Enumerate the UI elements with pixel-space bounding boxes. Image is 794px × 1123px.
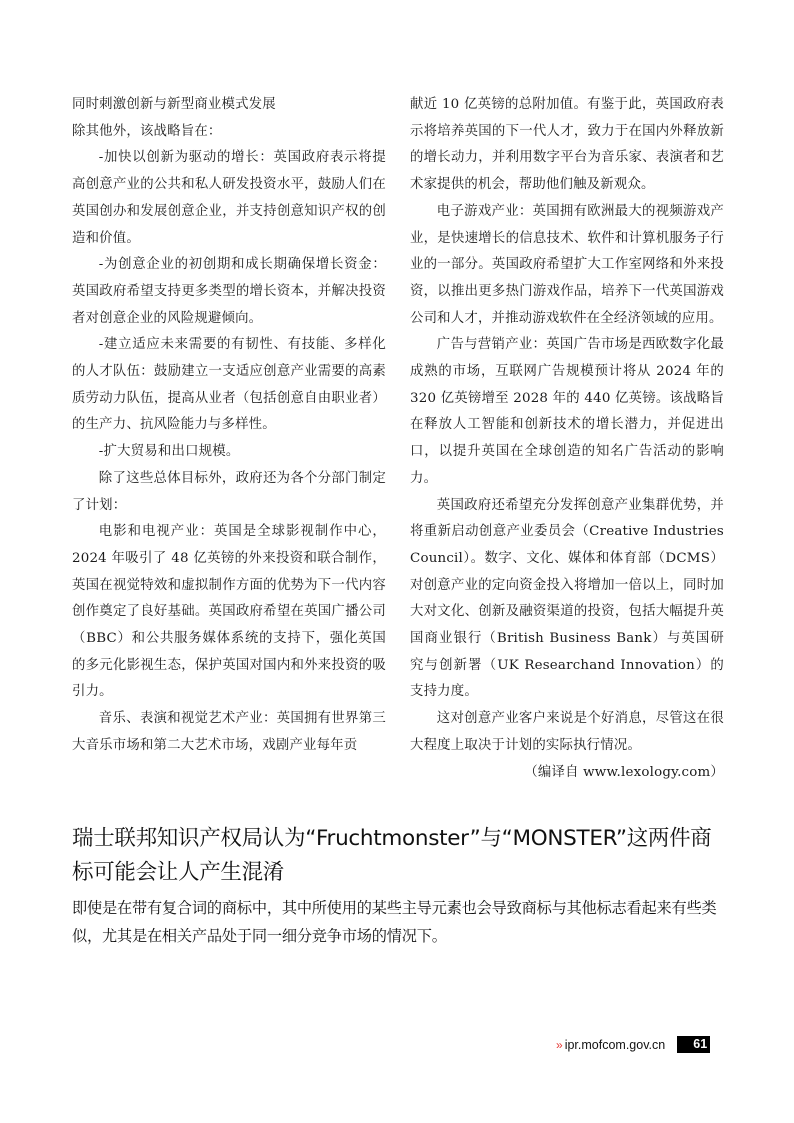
paragraph: 电影和电视产业：英国是全球影视制作中心，2024 年吸引了 48 亿英镑的外来投资和联合制作，英国在视觉特效和虚拟制作方面的优势为下一代内容创作奠定了良好基础。英国政府希望在英国广播公司（BBC）和公共服务媒体系统的支持下，强化英国的多元化影视生态，保护英国对国内和外来投资的吸引力。 — [72, 524, 386, 700]
source-note: （编译自 www.lexology.com） — [524, 764, 724, 780]
chevron-right-icon: » — [556, 1037, 561, 1052]
paragraph: 同时刺激创新与新型商业模式发展 — [72, 97, 276, 112]
paragraph: 献近 10 亿英镑的总附加值。有鉴于此，英国政府表示将培养英国的下一代人才，致力于在国内外释放新的增长动力，并利用数字平台为音乐家、表演者和艺术家提供的机会，帮助他们触及新观众。 — [410, 97, 724, 193]
next-article-title: 瑞士联邦知识产权局认为“Fruchtmonster”与“MONSTER”这两件商标可能会让人产生混淆 — [72, 826, 712, 885]
paragraph: 音乐、表演和视觉艺术产业：英国拥有世界第三大音乐市场和第二大艺术市场，戏剧产业每年贡 — [72, 711, 386, 753]
paragraph: -加快以创新为驱动的增长：英国政府表示将提高创意产业的公共和私人研发投资水平，鼓励人们在英国创办和发展创意企业，并支持创意知识产权的创造和价值。 — [72, 150, 386, 246]
left-column — [72, 92, 386, 760]
paragraph: 除了这些总体目标外，政府还为各个分部门制定了计划： — [72, 470, 386, 513]
paragraph: 这对创意产业客户来说是个好消息，尽管这在很大程度上取决于计划的实际执行情况。 — [410, 711, 724, 753]
page-number: 61 — [677, 1036, 710, 1053]
paragraph: -扩大贸易和出口规模。 — [98, 444, 240, 460]
paragraph: -为创意企业的初创期和成长期确保增长资金：英国政府希望支持更多类型的增长资本，并解决投资者对创意企业的风险规避倾向。 — [72, 257, 386, 326]
page-footer — [556, 1036, 710, 1053]
paragraph: 广告与营销产业：英国广告市场是西欧数字化最成熟的市场，互联网广告规模预计将从 2024 年的 320 亿英镑增至 2028 年的 440 亿英镑。该战略旨在释放人工智能和创新技术的增长潜力，并促进出口，以提升英国在全球创造的知名广告活动的影响力。 — [410, 337, 724, 486]
paragraph: 英国政府还希望充分发挥创意产业集群优势，并将重新启动创意产业委员会（Creative Industries Council）。数字、文化、媒体和体育部（DCMS）对创意产业的定向资金投入将增加一倍以上，同时加大对文化、创新及融资渠道的投资，包括大幅提升英国商业银行（British Business Bank）与英国研究与创新署（UK Researchand Innovation）的支持力度。 — [410, 497, 724, 700]
paragraph: 除其他外，该战略旨在： — [72, 123, 222, 139]
next-article-lead: 即使是在带有复合词的商标中，其中所使用的某些主导元素也会导致商标与其他标志看起来有些类似，尤其是在相关产品处于同一细分竞争市场的情况下。 — [72, 899, 717, 945]
paragraph: 电子游戏产业：英国拥有欧洲最大的视频游戏产业，是快速增长的信息技术、软件和计算机服务子行业的一部分。英国政府希望扩大工作室网络和外来投资，以推出更多热门游戏作品，培养下一代英国游戏公司和人才，并推动游戏软件在全经济领域的应用。 — [410, 203, 724, 326]
right-column — [410, 92, 724, 786]
paragraph: -建立适应未来需要的有韧性、有技能、多样化的人才队伍：鼓励建立一支适应创意产业需要的高素质劳动力队伍，提高从业者（包括创意自由职业者）的生产力、抗风险能力与多样性。 — [72, 337, 386, 433]
site-url[interactable]: ipr.mofcom.gov.cn — [564, 1037, 666, 1052]
